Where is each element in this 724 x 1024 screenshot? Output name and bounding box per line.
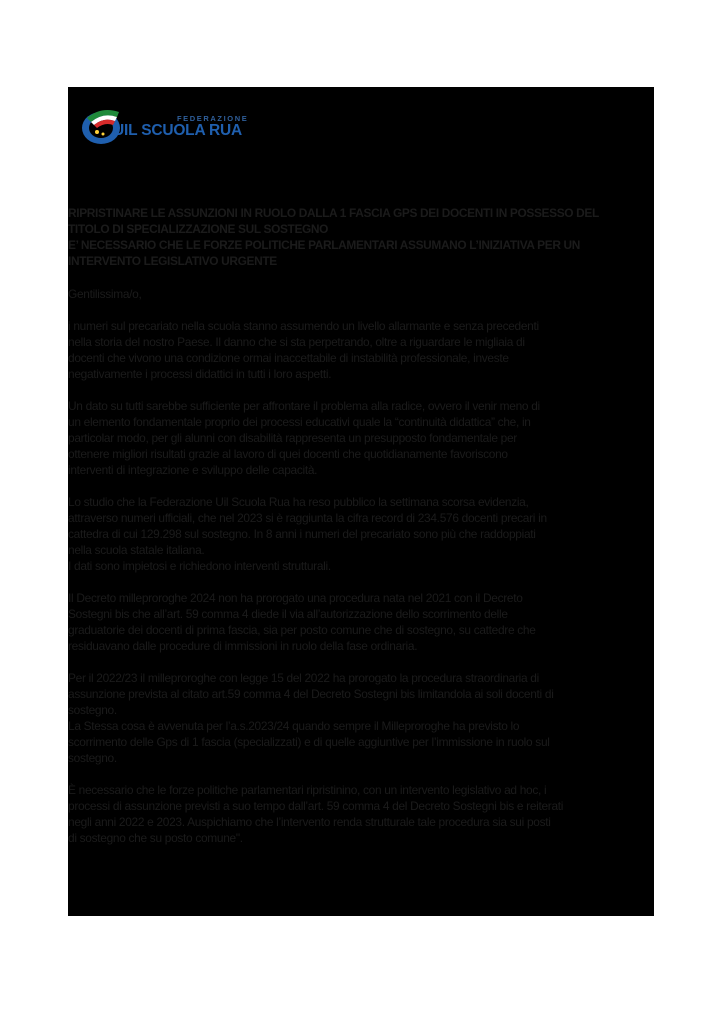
text-line: La Stessa cosa è avvenuta per l’a.s.2023/24 quando sempre il Milleproroghe ha previsto lo bbox=[68, 719, 520, 733]
logo-federazione-text: FEDERAZIONE bbox=[177, 114, 249, 123]
text-line: negativamente i processi didattici in tutti i loro aspetti. bbox=[68, 367, 332, 381]
text-line: È necessario che le forze politiche parlamentari ripristinino, con un intervento legislativo ad hoc, i bbox=[68, 783, 547, 797]
text-line: Il Decreto milleproroghe 2024 non ha prorogato una procedura nata nel 2021 con il Decreto bbox=[68, 591, 523, 605]
paragraph-4 bbox=[68, 590, 654, 654]
text-line: assunzione prevista al citato art.59 comma 4 del Decreto Sostegni bis limitandola ai soli docenti di bbox=[68, 687, 554, 701]
text-line: Per il 2022/23 il milleproroghe con legge 15 del 2022 ha prorogato la procedura straordinaria di bbox=[68, 671, 539, 685]
uil-scuola-rua-logo bbox=[79, 104, 249, 148]
text-line: processi di assunzione previsti a suo tempo dall’art. 59 comma 4 del Decreto Sostegni bis e reiterati bbox=[68, 799, 564, 813]
document-page bbox=[68, 87, 654, 916]
text-line: particolar modo, per gli alunni con disabilità rappresenta un presupposto fondamentale per bbox=[68, 431, 517, 445]
heading-line: E’ NECESSARIO CHE LE FORZE POLITICHE PARLAMENTARI ASSUMANO L’INIZIATIVA PER UN bbox=[68, 238, 580, 252]
text-line: I dati sono impietosi e richiedono interventi strutturali. bbox=[68, 559, 331, 573]
greeting bbox=[68, 286, 654, 302]
logo-name-text: UIL SCUOLA RUA bbox=[113, 122, 242, 139]
heading-line: TITOLO DI SPECIALIZZAZIONE SUL SOSTEGNO bbox=[68, 222, 329, 236]
text-line: negli anni 2022 e 2023. Auspichiamo che l’intervento renda strutturale tale procedura sia sui posti bbox=[68, 815, 551, 829]
paragraph-5 bbox=[68, 670, 654, 766]
text-line: cattedra di cui 129.298 sul sostegno. In 8 anni i numeri del precariato sono più che raddoppiati bbox=[68, 527, 536, 541]
text-line: nella scuola statale italiana. bbox=[68, 543, 205, 557]
text-line: di sostegno che su posto comune". bbox=[68, 831, 243, 845]
document-text bbox=[68, 205, 654, 862]
heading-line: RIPRISTINARE LE ASSUNZIONI IN RUOLO DALLA 1 FASCIA GPS DEI DOCENTI IN POSSESSO DEL bbox=[68, 206, 599, 220]
text-line: Un dato su tutti sarebbe sufficiente per affrontare il problema alla radice, ovvero il venir meno di bbox=[68, 399, 540, 413]
document-heading bbox=[68, 205, 654, 269]
text-line: Lo studio che la Federazione Uil Scuola Rua ha reso pubblico la settimana scorsa evidenzia, bbox=[68, 495, 529, 509]
text-line: sostegno. bbox=[68, 751, 117, 765]
text-line: attraverso numeri ufficiali, che nel 2023 si è raggiunta la cifra record di 234.576 docenti precari in bbox=[68, 511, 547, 525]
text-line: nella storia del nostro Paese. Il danno che si sta perpetrando, oltre a riguardare le migliaia di bbox=[68, 335, 525, 349]
text-line: scorrimento delle Gps di 1 fascia (specializzati) e di quelle aggiuntive per l’immissione in ruolo sul bbox=[68, 735, 550, 749]
greeting-line: Gentilissima/o, bbox=[68, 287, 142, 301]
text-line: sostegno. bbox=[68, 703, 117, 717]
paragraph-1 bbox=[68, 318, 654, 382]
text-line: i numeri sul precariato nella scuola stanno assumendo un livello allarmante e senza precedenti bbox=[68, 319, 539, 333]
text-line: Sostegni bis che all’art. 59 comma 4 diede il via all’autorizzazione dello scorrimento delle bbox=[68, 607, 508, 621]
paragraph-2 bbox=[68, 398, 654, 478]
text-line: interventi di integrazione e sviluppo delle capacità. bbox=[68, 463, 318, 477]
text-line: ottenere migliori risultati grazie al lavoro di quei docenti che quotidianamente favoriscono bbox=[68, 447, 508, 461]
text-line: residuavano dalle procedure di immissioni in ruolo della fase ordinaria. bbox=[68, 639, 418, 653]
text-line: graduatorie dei docenti di prima fascia, sia per posto comune che di sostegno, su cattedre che bbox=[68, 623, 536, 637]
paragraph-6 bbox=[68, 782, 654, 846]
text-line: docenti che vivono una condizione ormai inaccettabile di instabilità professionale, investe bbox=[68, 351, 509, 365]
heading-line: INTERVENTO LEGISLATIVO URGENTE bbox=[68, 254, 277, 268]
text-line: un elemento fondamentale proprio dei processi educativi quale la “continuità didattica” che, in bbox=[68, 415, 531, 429]
paragraph-3 bbox=[68, 494, 654, 574]
